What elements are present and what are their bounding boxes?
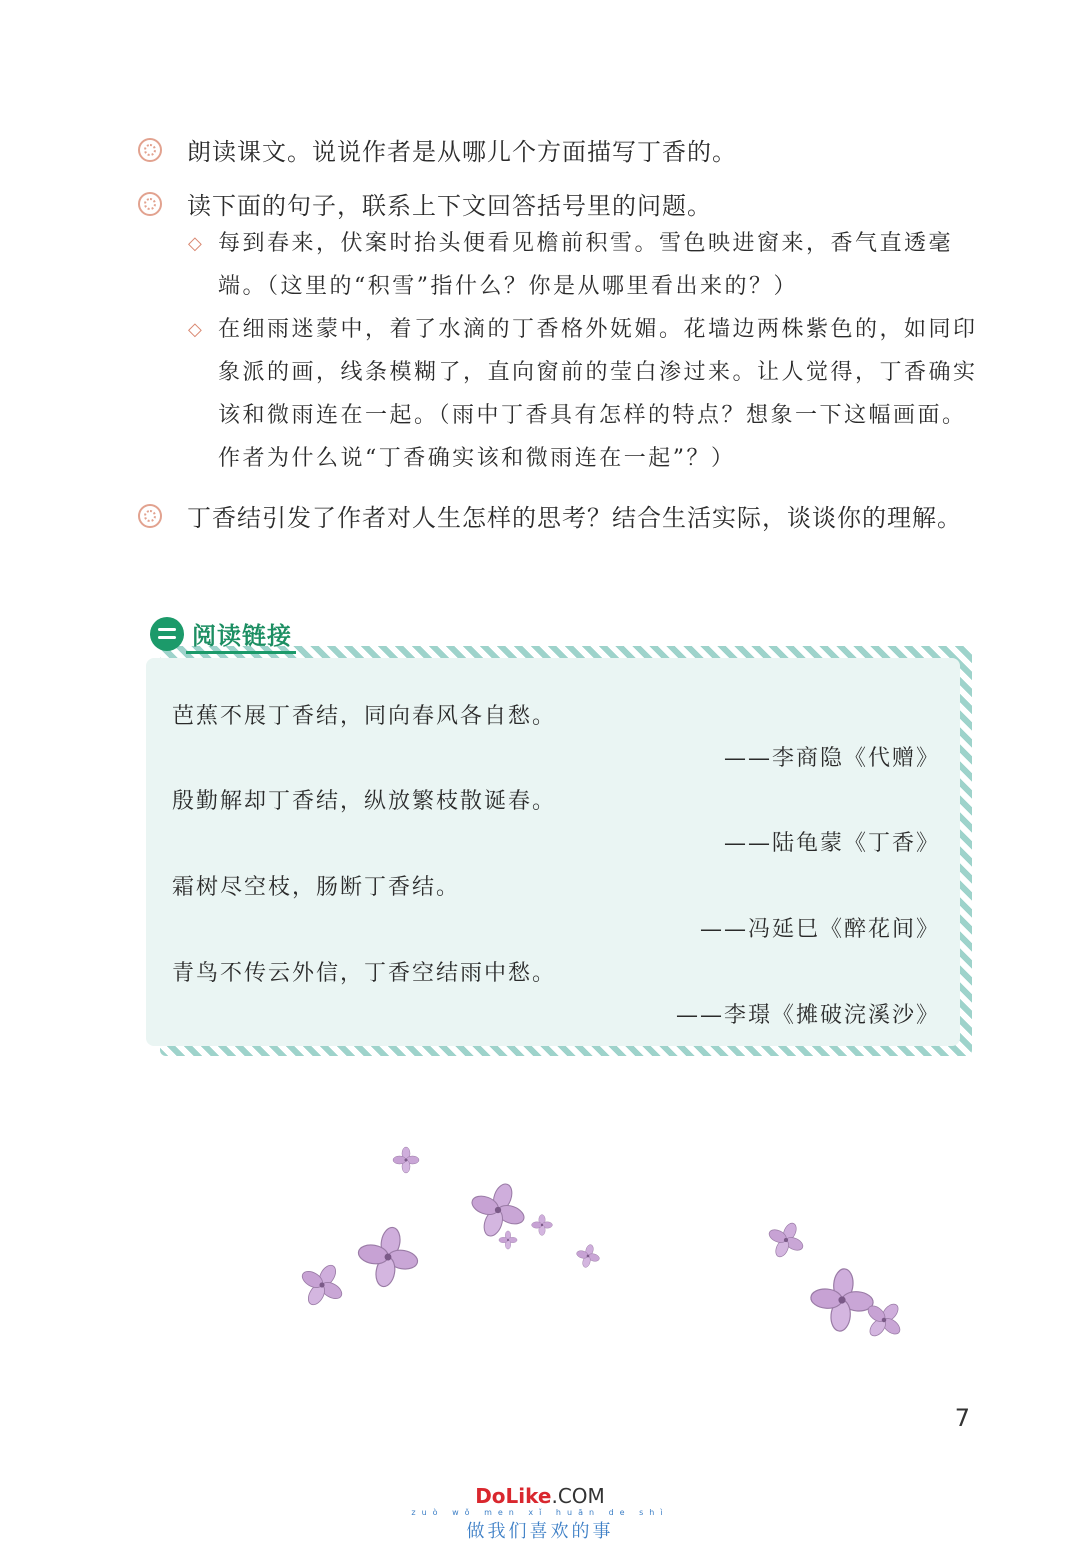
page-number: 7: [954, 1404, 970, 1432]
diamond-bullet-icon: ◇: [188, 319, 205, 340]
flower-icon: [808, 1266, 876, 1334]
diamond-bullet-icon: ◇: [188, 233, 205, 254]
flower-icon: [393, 1147, 419, 1173]
flower-icon: [292, 1255, 352, 1315]
poem-line: 霜树尽空枝，肠断丁香结。: [172, 875, 461, 900]
footer-watermark: [0, 1484, 1080, 1543]
footer-slogan: 做我们喜欢的事: [466, 1521, 614, 1542]
flower-icon: [532, 1215, 553, 1236]
question-text: 朗读课文。说说作者是从哪儿个方面描写丁香的。: [187, 138, 737, 166]
flower-icon: [574, 1242, 603, 1271]
poem-author: ——李商隐《代赠》: [723, 746, 940, 771]
flower-icon: [499, 1231, 517, 1249]
sub-item-text: 每到春来，伏案时抬头便看见檐前积雪。雪色映进窗来，香气直透毫端。（这里的“积雪”指什么？你是从哪里看出来的？）: [218, 231, 954, 299]
footer-brand-suffix: .COM: [551, 1484, 605, 1508]
poem-line: 殷勤解却丁香结，纵放繁枝散诞春。: [172, 789, 557, 814]
poem-author: ——陆龟蒙《丁香》: [723, 831, 940, 856]
poem-author: ——冯延巳《醉花间》: [699, 917, 940, 942]
footer-brand-name: DoLike: [475, 1484, 552, 1508]
flower-icon: [762, 1216, 810, 1264]
flower-icon: [353, 1222, 422, 1291]
footer-pinyin: zuò wǒ men xǐ huān de shì: [411, 1508, 669, 1517]
poem-line: 芭蕉不展丁香结，同向春风各自愁。: [172, 704, 557, 729]
flower-icon: [463, 1175, 533, 1245]
poem-line: 青鸟不传云外信，丁香空结雨中愁。: [172, 961, 557, 986]
question-text: 读下面的句子，联系上下文回答括号里的问题。: [187, 192, 712, 220]
reading-link-title: 阅读链接: [192, 622, 292, 650]
footer-brand: [0, 1484, 1080, 1508]
poem-author: ——李璟《摊破浣溪沙》: [675, 1003, 940, 1028]
sub-item-text: 在细雨迷蒙中，着了水滴的丁香格外妩媚。花墙边两株紫色的，如同印象派的画，线条模糊了，直向窗前的莹白渗过来。让人觉得，丁香确实该和微雨连在一起。（雨中丁香具有怎样的特点？想象一下这幅画面。作者为什么说“丁香确实该和微雨连在一起”？）: [218, 317, 978, 471]
question-text: 丁香结引发了作者对人生怎样的思考？结合生活实际，谈谈你的理解。: [187, 504, 962, 532]
